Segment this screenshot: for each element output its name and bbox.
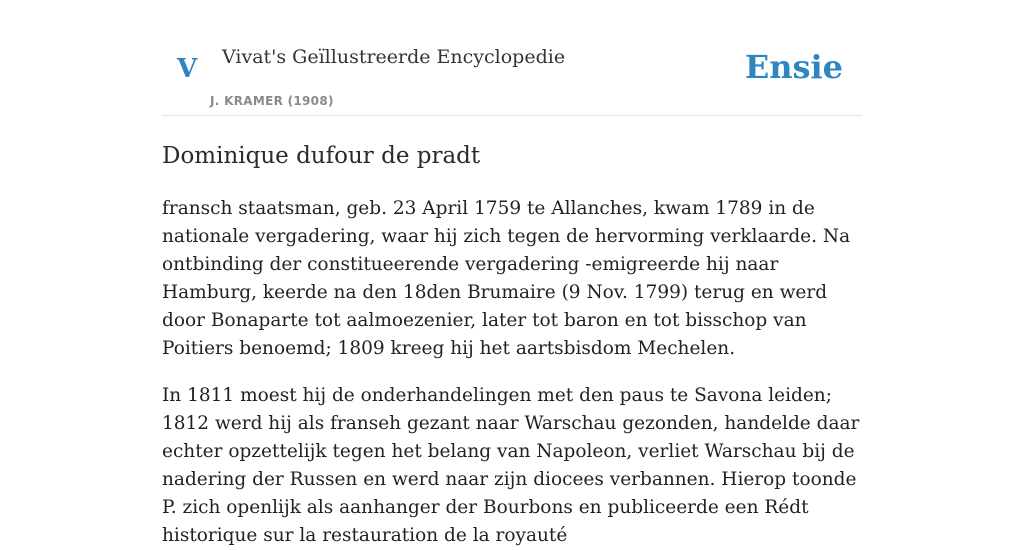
page-container [162,0,862,550]
source-author: J. KRAMER (1908) [210,94,334,108]
source-title[interactable]: Vivat's Geïllustreerde Encyclopedie [222,46,566,68]
article-title: Dominique dufour de pradt [162,143,481,169]
source-header [162,0,862,116]
article-paragraph: In 1811 moest hij de onderhandelingen met den paus te Savona leiden; 1812 werd hij als franseh gezant naar Warschau gezonden, handelde daar echter opzettelijk tegen het belang van Napoleon, verliet Warschau bij de nadering der Russen en werd naar zijn diocees verbannen. Hierop toonde P. zich openlijk als aanhanger der Bourbons en publiceerde een Rédt historique sur la restauration de la royauté [162,384,860,546]
article-paragraph: fransch staatsman, geb. 23 April 1759 te Allanches, kwam 1789 in de nationale vergadering, waar hij zich tegen de hervorming verklaarde. Na ontbinding der constitueerende vergadering -emigreerde hij naar Hamburg, keerde na den 18den Brumaire (9 Nov. 1799) terug en werd door Bonaparte tot aalmoezenier, later tot baron en tot bisschop van Poitiers benoemd; 1809 kreeg hij het aartsbisdom Mechelen. [162,197,851,359]
ensie-logo[interactable]: Ensie [744,48,843,86]
source-logo[interactable]: V [177,54,198,84]
